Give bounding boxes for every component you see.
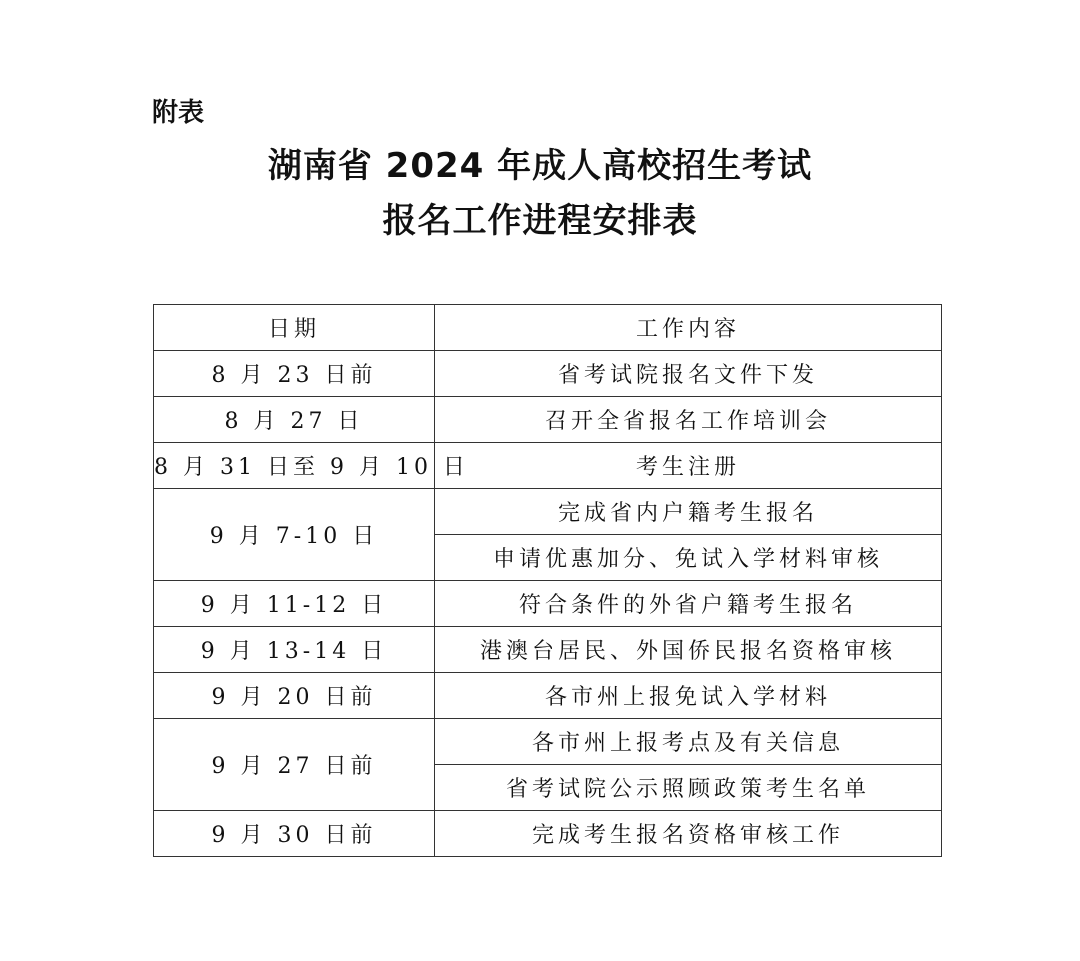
date-cell: 9 月 11-12 日 — [154, 581, 435, 627]
date-cell: 9 月 13-14 日 — [154, 627, 435, 673]
task-cell: 各市州上报免试入学材料 — [435, 673, 942, 719]
table-row — [154, 673, 942, 719]
task-cell: 省考试院公示照顾政策考生名单 — [435, 765, 942, 811]
task-cell: 省考试院报名文件下发 — [435, 351, 942, 397]
task-cell: 完成考生报名资格审核工作 — [435, 811, 942, 857]
schedule-table — [153, 304, 942, 857]
table-row — [154, 719, 942, 765]
date-cell: 8 月 23 日前 — [154, 351, 435, 397]
document-title-line-2: 报名工作进程安排表 — [382, 201, 698, 241]
table-row — [154, 627, 942, 673]
table-row — [154, 489, 942, 535]
table-row — [154, 397, 942, 443]
document-title-line-1: 湖南省 2024 年成人高校招生考试 — [267, 146, 813, 186]
header-date: 日期 — [154, 305, 435, 351]
header-task: 工作内容 — [435, 305, 942, 351]
schedule-body — [154, 351, 942, 857]
table-row — [154, 351, 942, 397]
date-cell: 9 月 20 日前 — [154, 673, 435, 719]
date-cell: 9 月 27 日前 — [154, 719, 435, 811]
date-cell: 8 月 31 日至 9 月 10 日 — [154, 443, 435, 489]
annex-label: 附表 — [152, 98, 205, 128]
task-cell: 考生注册 — [435, 443, 942, 489]
task-cell: 申请优惠加分、免试入学材料审核 — [435, 535, 942, 581]
table-row — [154, 811, 942, 857]
task-cell: 港澳台居民、外国侨民报名资格审核 — [435, 627, 942, 673]
date-cell: 9 月 30 日前 — [154, 811, 435, 857]
table-header-row — [154, 305, 942, 351]
task-cell: 各市州上报考点及有关信息 — [435, 719, 942, 765]
task-cell: 召开全省报名工作培训会 — [435, 397, 942, 443]
task-cell: 符合条件的外省户籍考生报名 — [435, 581, 942, 627]
table-row — [154, 443, 942, 489]
date-cell: 9 月 7-10 日 — [154, 489, 435, 581]
table-row — [154, 581, 942, 627]
task-cell: 完成省内户籍考生报名 — [435, 489, 942, 535]
date-cell: 8 月 27 日 — [154, 397, 435, 443]
